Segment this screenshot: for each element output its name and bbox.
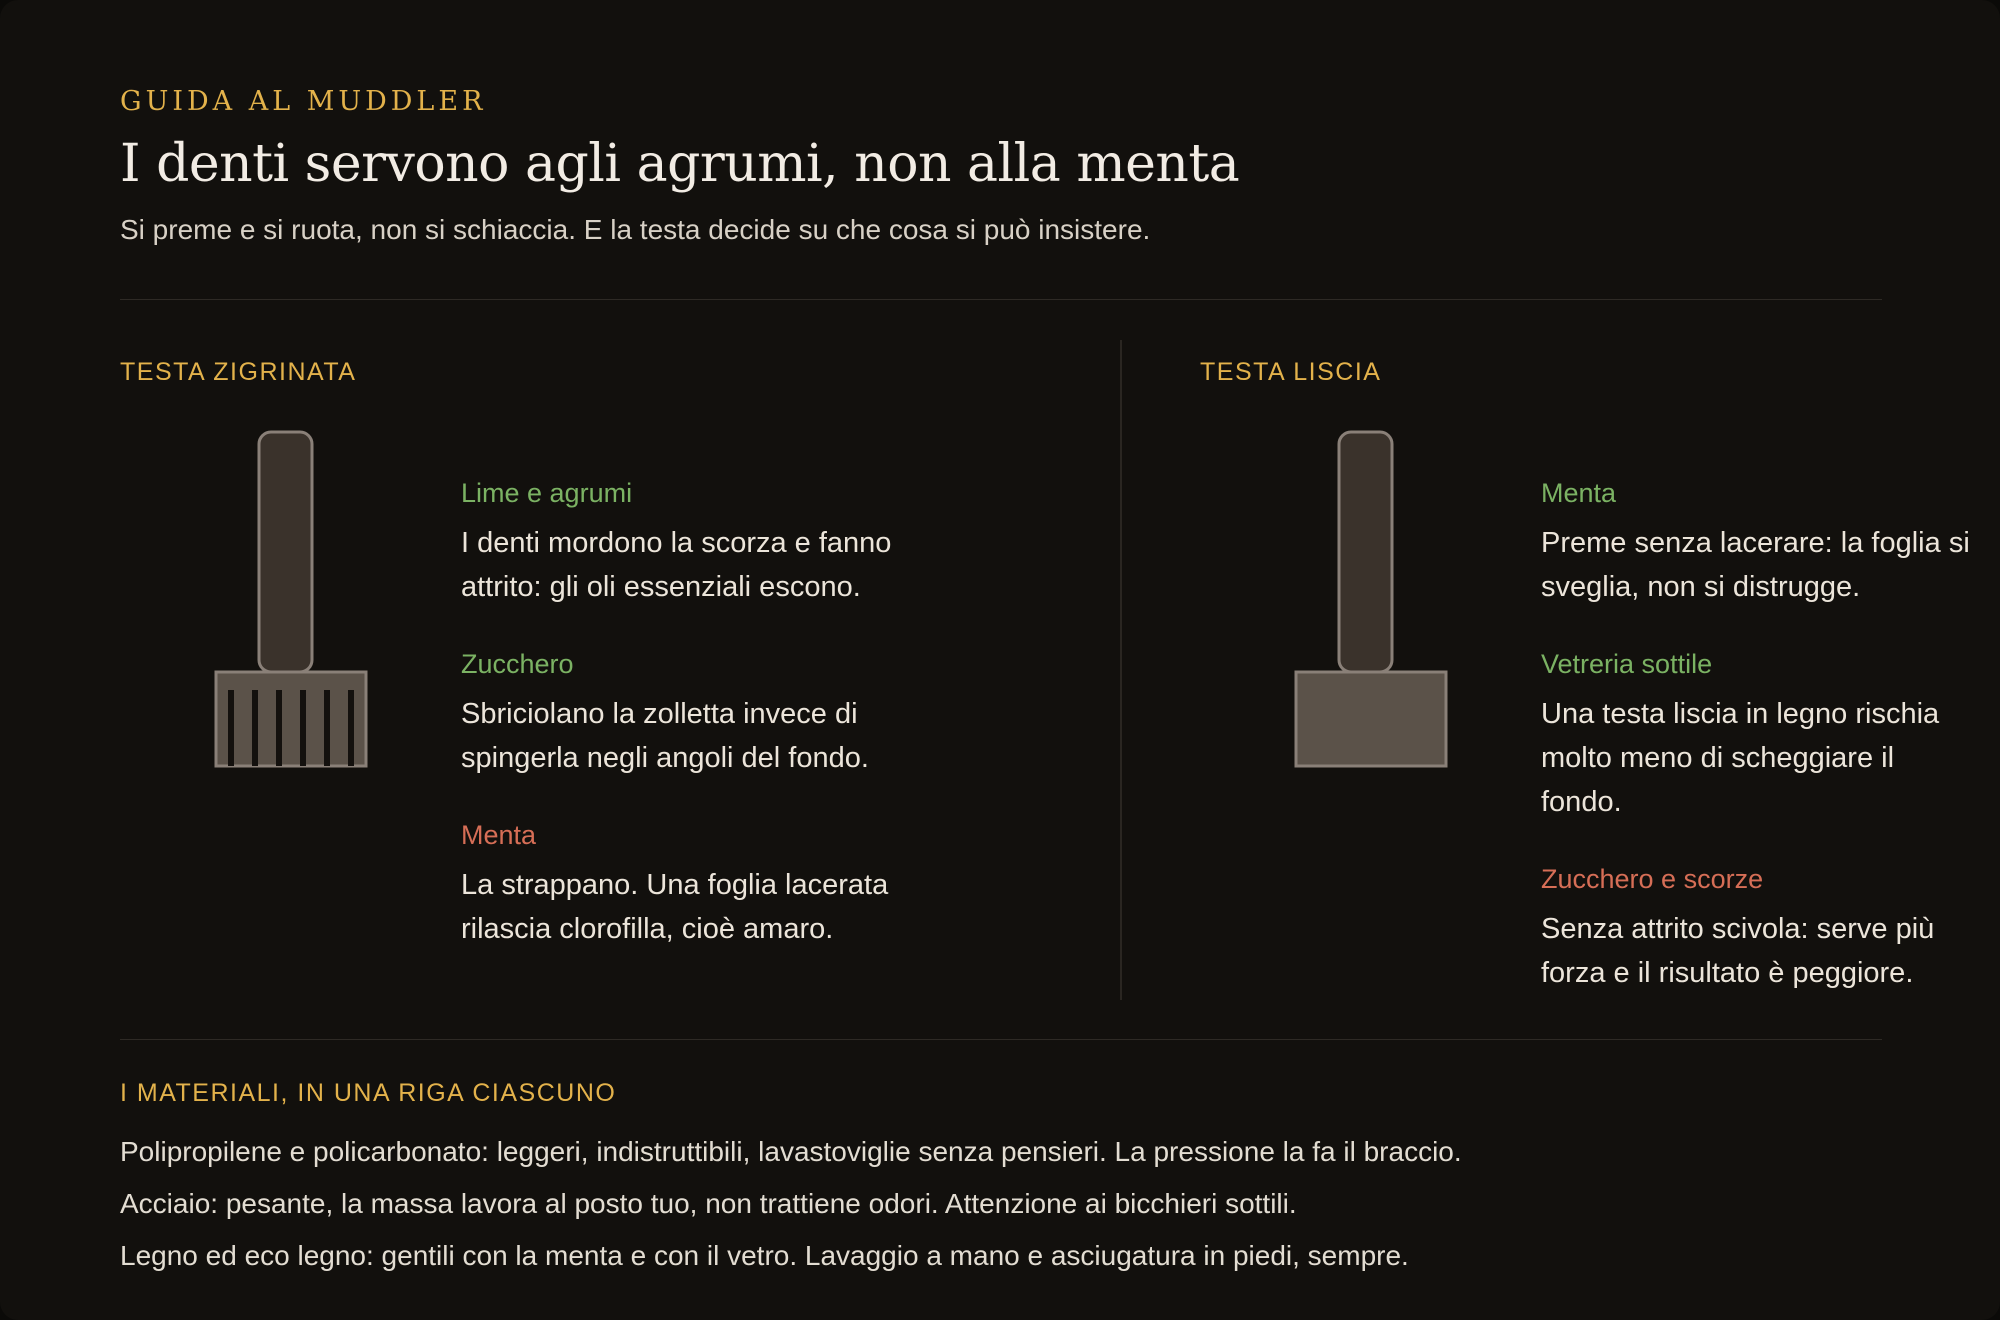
- list-item: [1541, 864, 1981, 995]
- item-text: Sbriciolano la zolletta invece di spingerla negli angoli del fondo.: [461, 698, 869, 774]
- muddler-flat-head-icon: [1294, 430, 1450, 770]
- material-line: Legno ed eco legno: gentili con la menta e con il vetro. Lavaggio a mano e asciugatura in piedi, sempre.: [120, 1240, 1409, 1271]
- item-text: Senza attrito scivola: serve più forza e il risultato è peggiore.: [1541, 913, 1935, 989]
- list-item: [1541, 649, 1981, 824]
- page-subtitle: Si preme e si ruota, non si schiaccia. E la testa decide su che cosa si può insistere.: [120, 214, 1151, 245]
- item-title: Vetreria sottile: [1541, 649, 1713, 679]
- material-line: Polipropilene e policarbonato: leggeri, indistruttibili, lavastoviglie senza pensieri. La pressione la fa il braccio.: [120, 1136, 1462, 1167]
- item-text: Preme senza lacerare: la foglia si sveglia, non si distrugge.: [1541, 527, 1970, 603]
- page-title: I denti servono agli agrumi, non alla menta: [120, 134, 1240, 194]
- list-item: [461, 649, 931, 780]
- panel-label-toothed: TESTA ZIGRINATA: [120, 358, 357, 386]
- list-item: [461, 820, 931, 951]
- panel-label-flat: TESTA LISCIA: [1200, 358, 1382, 386]
- toothed-items-list: [461, 478, 931, 991]
- eyebrow: GUIDA AL MUDDLER: [120, 86, 487, 117]
- muddler-toothed-head-icon: [214, 430, 370, 770]
- list-item: [461, 478, 931, 609]
- item-title: Zucchero e scorze: [1541, 864, 1764, 894]
- flat-items-list: [1541, 478, 1981, 1035]
- list-item: [1541, 478, 1981, 609]
- item-title: Menta: [461, 820, 537, 850]
- divider-top: [120, 299, 1882, 300]
- material-line: Acciaio: pesante, la massa lavora al posto tuo, non trattiene odori. Attenzione ai bicchieri sottili.: [120, 1188, 1297, 1219]
- item-text: Una testa liscia in legno rischia molto meno di scheggiare il fondo.: [1541, 698, 1940, 818]
- materials-label: I MATERIALI, IN UNA RIGA CIASCUNO: [120, 1079, 617, 1107]
- divider-bottom: [120, 1039, 1882, 1040]
- item-text: I denti mordono la scorza e fanno attrito: gli oli essenziali escono.: [461, 527, 892, 603]
- materials-list: [120, 1126, 1462, 1282]
- item-text: La strappano. Una foglia lacerata rilascia clorofilla, cioè amaro.: [461, 869, 889, 945]
- item-title: Lime e agrumi: [461, 478, 633, 508]
- item-title: Zucchero: [461, 649, 574, 679]
- panel-divider: [1120, 340, 1122, 1000]
- item-title: Menta: [1541, 478, 1617, 508]
